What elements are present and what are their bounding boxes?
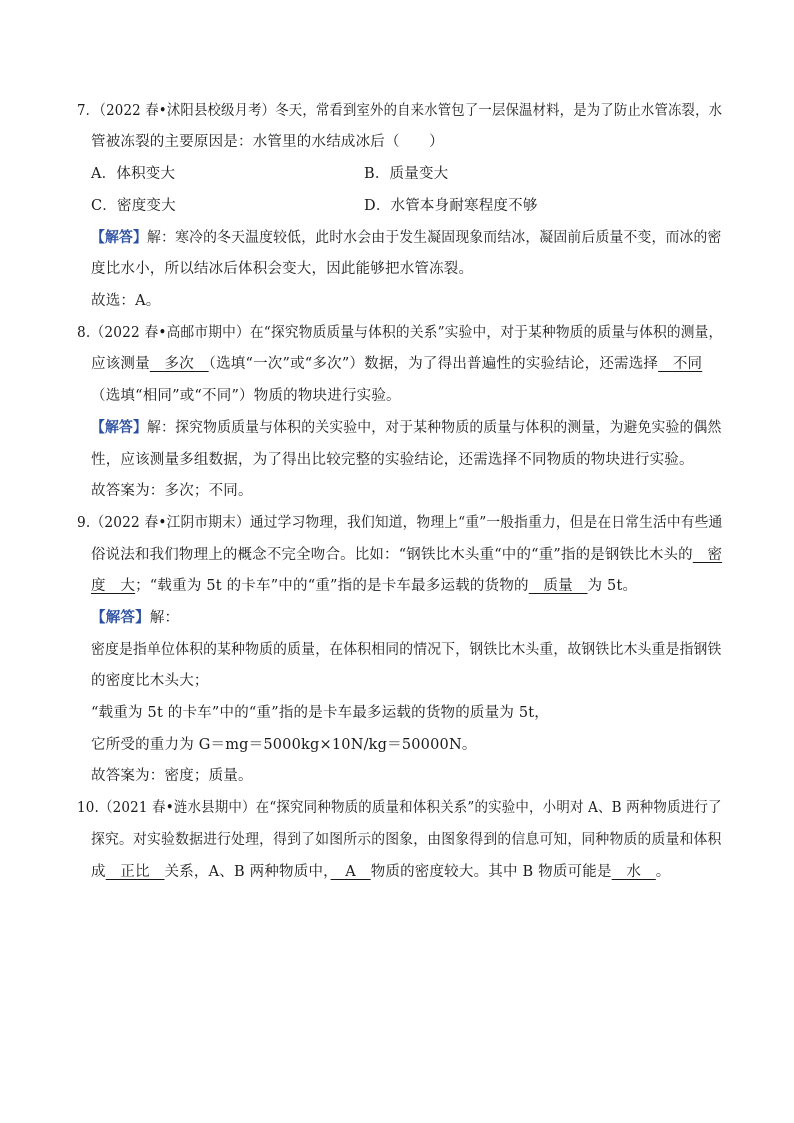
q8-solution-text-1: 解：探究物质质量与体积的关实验中，对于某种物质的质量与体积的测量，为避免实验的偶然 (147, 420, 722, 436)
q10-text: 。 (655, 864, 671, 880)
q8-stem-line-1: 8.（2022 春•高邮市期中）在“探究物质质量与体积的关系”实验中，对于某种物质的质量与体积的测量， (77, 325, 723, 341)
q9-solution-line-1 (91, 608, 179, 628)
solution-tag: 【解答】 (91, 229, 148, 246)
q9-stem-line-1: 9.（2022 春•江阴市期末）通过学习物理，我们知道，物理上“重”一般指重力，但是在日常生活中有些通 (77, 515, 723, 531)
q10-stem-line-1: 10.（2021 春•涟水县期中）在“探究同种物质的质量和体积关系”的实验中，小明对 A、B 两种物质进行了 (77, 800, 722, 816)
q9-solution-line-3: 的密度比木头大； (91, 673, 209, 689)
q9-stem-line-3 (91, 576, 637, 596)
q8-stem-line-2 (91, 354, 702, 374)
q9-answer-2: 质量 (528, 578, 588, 594)
q8-text: 应该测量 (91, 356, 150, 372)
q10-stem-line-2: 探究。对实验数据进行处理，得到了如图所示的图象，由图象得到的信息可知，同种物质的质量和体积 (91, 832, 722, 848)
q8-solution-line-1 (91, 418, 722, 438)
q7-solution-line-2: 度比水小，所以结冰后体积会变大，因此能够把水管冻裂。 (91, 261, 474, 277)
q9-solution-line-5: 它所受的重力为 G＝mg＝5000kg×10N/kg＝50000N。 (91, 737, 477, 753)
q7-solution-line-1 (91, 228, 722, 248)
q8-answer-1: 多次 (149, 356, 209, 372)
q7-option-c: C．密度变大 (91, 198, 176, 214)
q7-solution-text-1: 解：寒冷的冬天温度较低，此时水会由于发生凝固现象而结冰，凝固前后质量不变，而冰的密 (147, 230, 722, 246)
q9-stem-line-2 (91, 545, 722, 565)
q9-text: 俗说法和我们物理上的概念不完全吻合。比如：“钢铁比木头重“中的“重”指的是钢铁比木头的 (91, 547, 693, 563)
q10-text: 物质的密度较大。其中 B 物质可能是 (370, 864, 612, 880)
q9-answer-1a: 密 (692, 547, 723, 563)
q10-stem-line-3 (91, 862, 670, 882)
q8-solution-line-2: 性，应该测量多组数据，为了得出比较完整的实验结论，还需选择不同物质的物块进行实验。 (91, 452, 694, 468)
q8-solution-line-3: 故答案为：多次；不同。 (91, 483, 253, 499)
q10-answer-3: 水 (611, 864, 656, 880)
q10-answer-1: 正比 (105, 864, 165, 880)
q7-option-d: D．水管本身耐寒程度不够 (364, 198, 538, 214)
q7-stem-line-2: 管被冻裂的主要原因是：水管里的水结成冰后（ ） (91, 134, 444, 150)
q7-stem-line-1: 7．（2022 春•沭阳县校级月考）冬天，常看到室外的自来水管包了一层保温材料，是为了防止水管冻裂，水 (77, 103, 723, 119)
q10-answer-2: A (330, 864, 371, 880)
q8-answer-2: 不同 (658, 356, 703, 372)
q9-solution-text-1: 解： (149, 610, 180, 626)
q7-option-b: B．质量变大 (364, 166, 449, 182)
q8-stem-line-3: （选填“相同”或“不同”）物质的物块进行实验。 (91, 388, 401, 404)
q9-text: ；“载重为 5t 的卡车”中的“重”指的是卡车最多运载的货物的 (135, 578, 529, 594)
q7-option-a: A．体积变大 (91, 166, 176, 182)
q9-solution-line-2: 密度是指单位体积的某种物质的质量，在体积相同的情况下，钢铁比木头重，故钢铁比木头重是指钢铁 (91, 642, 722, 658)
q8-text: （选填“一次”或“多次”）数据，为了得出普遍性的实验结论，还需选择 (208, 356, 659, 372)
solution-tag: 【解答】 (91, 609, 150, 626)
q7-solution-line-3: 故选：A。 (91, 293, 161, 309)
q10-text: 成 (91, 864, 106, 880)
q9-answer-1b: 度 大 (91, 578, 136, 594)
q10-text: 关系，A、B 两种物质中， (164, 864, 331, 880)
solution-tag: 【解答】 (91, 419, 148, 436)
q9-solution-line-6: 故答案为：密度；质量。 (91, 768, 253, 784)
q9-solution-line-4: “载重为 5t 的卡车”中的“重”指的是卡车最多运载的货物的质量为 5t， (91, 705, 549, 721)
q9-text: 为 5t。 (587, 578, 638, 594)
